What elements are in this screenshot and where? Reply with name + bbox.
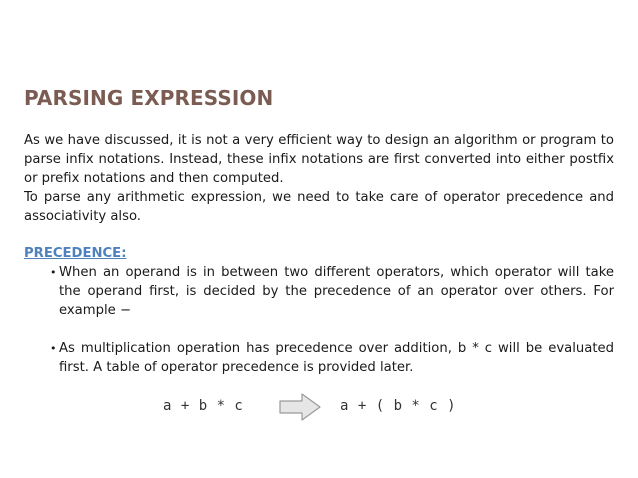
bullet-text: When an operand is in between two different operators, which operator will take the operand first, is decided by the precedence of an operator over others. For example −: [59, 265, 614, 318]
slide-body: [24, 131, 614, 377]
infix-expression: a + b * c: [163, 398, 244, 414]
bullet-text: As multiplication operation has precedence over addition, b * c will be evaluated first. A table of operator precedence is provided later.: [59, 341, 614, 375]
bullet-dot-icon: •: [50, 342, 57, 355]
precedence-bullet-list: [24, 263, 614, 377]
intro-paragraph-1: As we have discussed, it is not a very efficient way to design an algorithm or program to parse infix notations. Instead, these infix notations are first converted into either postfix or prefix notations and then computed.: [24, 133, 614, 186]
slide-title: PARSING EXPRESSION: [24, 86, 274, 110]
parenthesized-expression: a + ( b * c ): [340, 398, 457, 414]
bullet-item: [24, 339, 614, 377]
expression-conversion-diagram: [160, 392, 480, 424]
intro-paragraph-2: To parse any arithmetic expression, we need to take care of operator precedence and associativity also.: [24, 190, 614, 224]
precedence-heading: PRECEDENCE:: [24, 246, 127, 261]
bullet-item: [24, 263, 614, 320]
bullet-dot-icon: •: [50, 266, 57, 279]
right-arrow-icon: [278, 392, 322, 422]
